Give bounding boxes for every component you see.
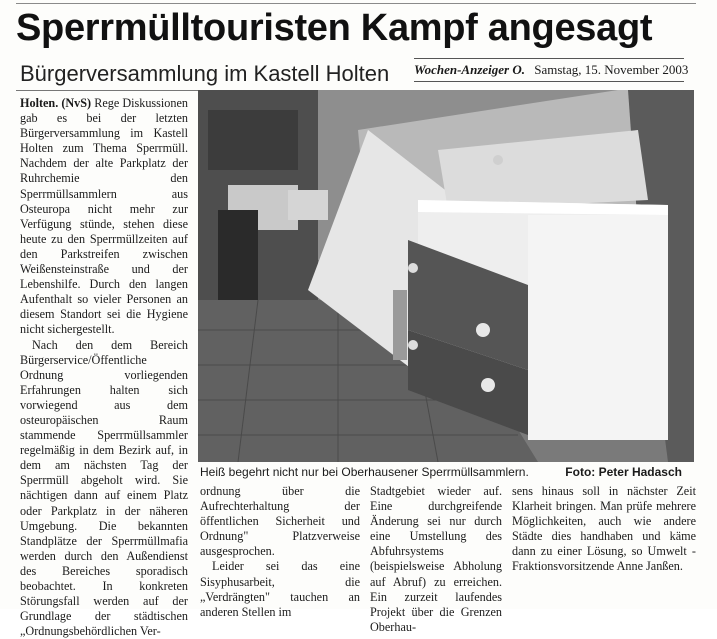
newspaper-name: Wochen-Anzeiger O. xyxy=(414,62,525,77)
photo-credit: Foto: Peter Hadasch xyxy=(565,463,682,481)
article-paragraph-3: Leider sei das eine Sisyphusarbeit, die „Verdrängten" tauchen an anderen Stellen im xyxy=(200,559,360,619)
subheadline: Bürgerversammlung im Kastell Holten xyxy=(20,60,389,88)
publication-date: Samstag, 15. November 2003 xyxy=(534,62,688,77)
paragraph-2-continued: ordnung über die Aufrechterhaltung der öffentlichen Sicherheit und Ordnung" Platzverweise ausgesprochen. xyxy=(200,484,360,559)
photo-furniture-on-sidewalk xyxy=(198,90,694,462)
article-paragraph-1 xyxy=(20,96,188,338)
paragraph-3-end: sens hinaus soll in nächster Zeit Klarheit bringen. Man prüfe mehrere Möglichkeiten, auch wie andere Städte dies handhaben und käme dann zu einer Lösung, so Umwelt - Fraktionsvorsitzende Anne Janßen. xyxy=(512,484,696,575)
article-column-2 xyxy=(200,484,360,620)
article-column-1 xyxy=(20,96,188,639)
headline: Sperrmülltouristen Kampf angesagt xyxy=(16,6,706,50)
paragraph-3-continued: Stadtgebiet wieder auf. Eine durchgreifende Änderung sei nur durch eine Umstellung des Abfuhrsystems (beispielsweise Abholung auf Abruf) zu erreichen. Ein zurzeit laufendes Projekt über die Grenzen Oberhau- xyxy=(370,484,502,635)
article-column-4 xyxy=(512,484,696,575)
source-line xyxy=(414,58,684,82)
dateline: Holten. (NvS) xyxy=(20,96,91,110)
photo-caption-bar xyxy=(198,463,694,481)
news-photo xyxy=(198,90,694,462)
photo-caption: Heiß begehrt nicht nur bei Oberhausener Sperrmüllsammlern. xyxy=(200,463,529,481)
article-paragraph-2: Nach den dem Bereich Bürgerservice/Öffentliche Ordnung vorliegenden Erfahrungen halten sich vorwiegend aus dem osteuropäischen Raum stammende Sperrmüllsammler regelmäßig in dem Bezirk auf, in dem am nächsten Tag der Sperrmüll abgeholt wird. Sie nächtigen dann auf einem Platz oder Parkplatz in der näheren Umgebung. Die bekannten Standplätze der Sperrmüllmafia werden durch den Außendienst des Bereiches sporadisch beobachtet. In konkreten Störungsfall werden auf der Grundlage der städtischen „Ordnungsbehördlichen Ver- xyxy=(20,338,188,639)
top-rule xyxy=(16,3,696,4)
paragraph-1-text: Rege Diskussionen gab es bei der letzten Bürgerversammlung im Kastell Holten zum Thema Sperrmüll. Nachdem der alte Parkplatz der Ruhrchemie den Sperrmüllsammlern aus Osteuropa nicht mehr zur Verfügung stünde, stehen diese heute zu den Sperrmüllzeiten auf den Parkstreifen zwischen Weißensteinstraße und der Lebenshilfe. Durch den langen Aufenthalt so vieler Personen an diesem Standort sei die Hygiene nicht sichergestellt. xyxy=(20,96,188,336)
article-column-3 xyxy=(370,484,502,635)
